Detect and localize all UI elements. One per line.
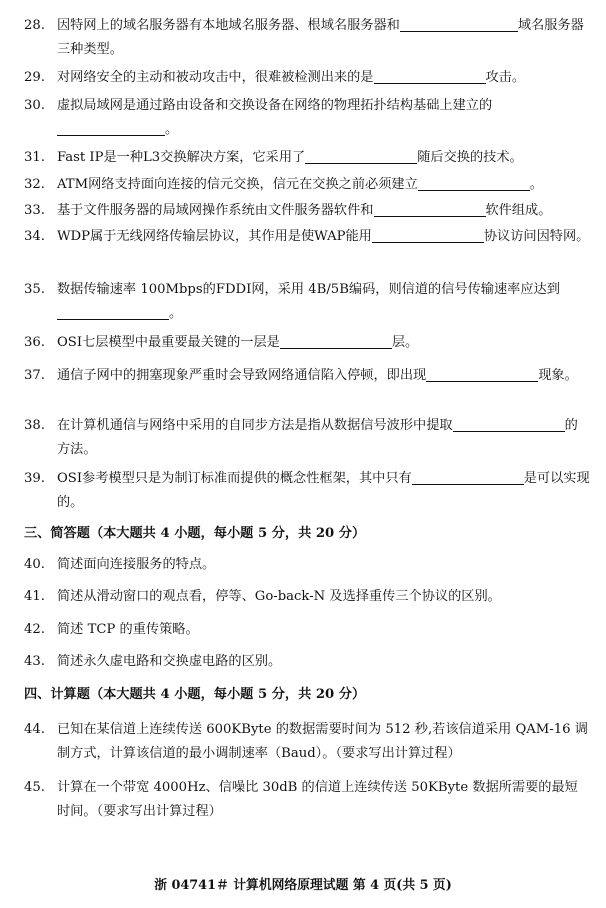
answer-blank <box>374 68 486 84</box>
question-37 <box>24 364 590 388</box>
question-text-tail: 随后交换的技术。 <box>417 150 523 165</box>
question-text-tail: 。 <box>165 122 179 137</box>
answer-blank <box>57 120 165 136</box>
question-text-tail: 。 <box>529 177 543 192</box>
section-heading-calculation <box>24 684 365 706</box>
question-text: 基于文件服务器的局域网操作系统由文件服务器软件和 <box>57 203 374 218</box>
question-38 <box>24 414 590 462</box>
answer-blank <box>426 366 538 382</box>
question-number: 40. <box>24 557 45 572</box>
question-text: 简述 TCP 的重传策略。 <box>57 622 199 637</box>
question-40 <box>24 553 590 577</box>
question-text-tail: 是可以实现的。 <box>57 471 590 510</box>
question-text-tail: 。 <box>169 306 183 321</box>
question-number: 43. <box>24 654 45 669</box>
question-number: 45. <box>24 780 45 795</box>
question-text: ATM网络支持面向连接的信元交换，信元在交换之前必须建立 <box>57 177 418 192</box>
question-text-tail: 软件组成。 <box>485 203 552 218</box>
question-30 <box>24 94 590 142</box>
question-text: 简述面向连接服务的特点。 <box>57 557 216 572</box>
question-text: 通信子网中的拥塞现象严重时会导致网络通信陷入停顿，即出现 <box>57 368 427 383</box>
question-text-tail: 层。 <box>391 335 419 350</box>
question-text: 简述从滑动窗口的观点看，停等、Go-back-N 及选择重传三个协议的区别。 <box>57 589 501 604</box>
page-footer: 浙 04741＃ 计算机网络原理试题 第 4 页(共 5 页) <box>154 878 452 893</box>
question-text: 虚拟局域网是通过路由设备和交换设备在网络的物理拓扑结构基础上建立的 <box>57 98 493 113</box>
question-45 <box>24 776 590 824</box>
question-36 <box>24 331 590 355</box>
answer-blank <box>280 333 392 349</box>
section-note: （本大题共 4 小题，每小题 5 分，共 20 分） <box>89 687 366 702</box>
answer-blank <box>374 201 486 217</box>
question-number: 44. <box>24 722 45 737</box>
section-note: （本大题共 4 小题，每小题 5 分，共 20 分） <box>89 526 366 541</box>
question-number: 39. <box>24 471 45 486</box>
question-33 <box>24 199 590 223</box>
question-32 <box>24 173 590 197</box>
question-number: 32. <box>24 177 45 192</box>
question-41 <box>24 585 590 609</box>
question-42 <box>24 618 590 642</box>
question-44 <box>24 718 590 766</box>
question-number: 41. <box>24 589 45 604</box>
question-text: 计算在一个带宽 4000Hz、信噪比 30dB 的信道上连续传送 50KByte 数据所需要的最短时间。（要求写出计算过程） <box>57 780 578 819</box>
question-number: 36. <box>24 335 45 350</box>
question-number: 31. <box>24 150 45 165</box>
question-28 <box>24 14 590 62</box>
answer-blank <box>372 227 484 243</box>
question-number: 33. <box>24 203 45 218</box>
question-39 <box>24 467 590 515</box>
question-number: 37. <box>24 368 45 383</box>
question-text-tail: 协议访问因特网。 <box>483 229 590 244</box>
answer-blank <box>453 416 565 432</box>
question-35 <box>24 278 590 326</box>
question-text-tail: 的方法。 <box>57 418 578 457</box>
question-43 <box>24 650 590 674</box>
section-title: 四、计算题 <box>24 687 90 702</box>
question-text-tail: 现象。 <box>538 368 578 383</box>
question-text: 在计算机通信与网络中采用的自同步方法是指从数据信号波形中提取 <box>57 418 453 433</box>
answer-blank <box>305 148 417 164</box>
section-heading-short-answer <box>24 523 365 545</box>
question-number: 38. <box>24 418 45 433</box>
question-text: 已知在某信道上连续传送 600KByte 的数据需要时间为 512 秒,若该信道采用 QAM-16 调制方式，计算该信道的最小调制速率（Baud）。（要求写出计算过程） <box>57 722 588 761</box>
question-number: 35. <box>24 282 45 297</box>
question-number: 29. <box>24 70 45 85</box>
answer-blank <box>418 175 530 191</box>
question-text: 因特网上的域名服务器有本地域名服务器、根域名服务器和 <box>57 18 400 33</box>
answer-blank <box>400 16 518 32</box>
question-text: WDP属于无线网络传输层协议，其作用是使WAP能用 <box>57 229 372 244</box>
question-text: 数据传输速率 100Mbps的FDDI网，采用 4B/5B编码，则信道的信号传输速率应达到 <box>57 282 560 297</box>
question-text: OSI参考模型只是为制订标准而提供的概念性框架，其中只有 <box>57 471 412 486</box>
question-number: 34. <box>24 229 45 244</box>
question-number: 30. <box>24 98 45 113</box>
question-34 <box>24 225 590 249</box>
question-text: Fast IP是一种L3交换解决方案，它采用了 <box>57 150 306 165</box>
question-31 <box>24 146 590 170</box>
question-text-tail: 攻击。 <box>485 70 526 85</box>
answer-blank <box>412 469 524 485</box>
question-text: 对网络安全的主动和被动攻击中，很难被检测出来的是 <box>57 70 374 85</box>
answer-blank <box>57 304 169 320</box>
question-text: OSI七层模型中最重要最关键的一层是 <box>57 335 280 350</box>
section-title: 三、简答题 <box>24 526 90 541</box>
question-number: 42. <box>24 622 45 637</box>
question-29 <box>24 66 590 90</box>
question-text: 简述永久虚电路和交换虚电路的区别。 <box>57 654 282 669</box>
question-number: 28. <box>24 18 45 33</box>
question-text-tail: 域名服务器三种类型。 <box>57 18 584 57</box>
